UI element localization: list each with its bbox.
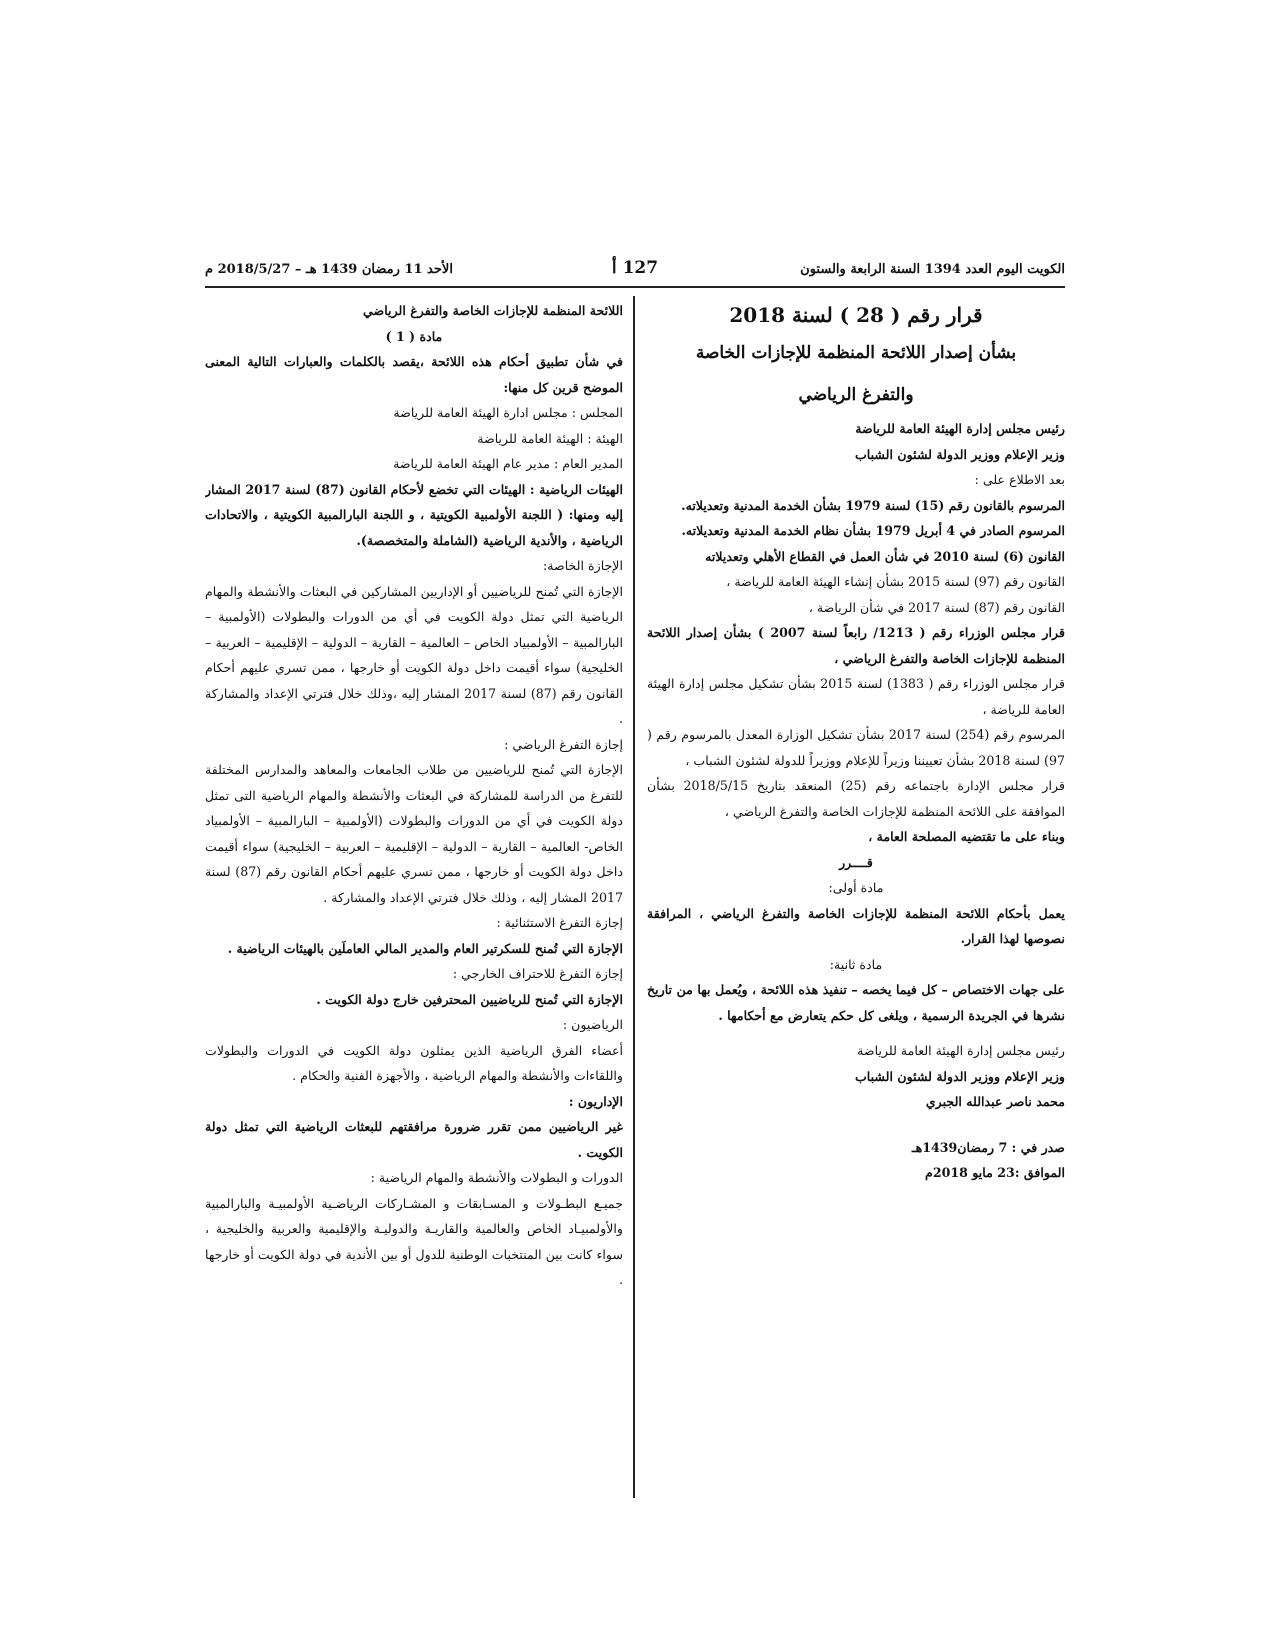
regulation-title: اللائحة المنظمة للإجازات الخاصة والتفرغ الرياضي	[363, 303, 623, 318]
tournaments-text: جميـع البطـولات و المسـابقات و المشـاركات الرياضـية الأولمبيـة والبارالمبية والأولمبيـاد الخاص والعالمية والقاريـة والدوليـة والإقليمية والعربية والخليجية ، سواء كانت بين المنتخبات الوطنية للدول أو بين الأندية في دولة الكويت أو خارجها .	[205, 1195, 623, 1287]
regulation-article-heading: مادة ( 1 )	[385, 328, 443, 344]
pro-leave-heading: إجازة التفرغ للاحتراف الخارجي :	[452, 966, 623, 981]
regulation-intro: في شأن تطبيق أحكام هذه اللائحة ،يقصد بالكلمات والعبارات التالية المعنى الموضح قرين كل منها:	[205, 354, 623, 395]
reference-item: المرسوم بالقانون رقم (15) لسنة 1979 بشأن الخدمة المدنية وتعديلاته.	[681, 497, 1065, 513]
article-2-text: على جهات الاختصاص – كل فيما يخصه – تنفيذ هذه اللائحة ، ويُعمل بها من تاريخ نشرها في الجريدة الرسمية ، ويلغى كل حكم يتعارض مع أحكامها .	[647, 982, 1065, 1023]
athletes-text: أعضاء الفرق الرياضية الذين يمثلون دولة الكويت في الدورات والبطولات واللقاءات والأنشطة والمهام الرياضية ، والأجهزة الفنية والحكام .	[205, 1042, 623, 1083]
sports-leave-text: الإجازة التي تُمنح للرياضيين من طلاب الجامعات والمعاهد والمدارس المختلفة للتفرغ من الدراسة للمشاركة في البعثات والأنشطة والمهام الرياضية التى تمثل دولة الكويت في أي من الدورات والبطولات (الأولمبية – البارالمبية – الأولمبياد الخاص- العالمية – القارية – الدولية – الإقليمية – العربية – الخليجية) سواء أقيمت داخل دولة الكويت أو خارجها ، ممن تسري عليهم أحكام القانون رقم (87) لسنة 2017 المشار إليه ، وذلك خلال فترتي الإعداد والمشاركة .	[205, 762, 623, 905]
reference-item: المرسوم رقم (254) لسنة 2017 بشأن تشكيل الوزارة المعدل بالمرسوم رقم ( 97) لسنة 2018 بشأن تعييننا وزيراً للإعلام ووزيراً للدولة لشئون الشباب ،	[647, 727, 1065, 768]
exceptional-leave-text: الإجازة التي تُمنح للسكرتير العام والمدير المالي العاملَين بالهيئات الرياضية .	[227, 940, 623, 956]
reference-item: القانون رقم (87) لسنة 2017 في شأن الرياضة ،	[808, 599, 1065, 615]
decree-subject-line-1: بشأن إصدار اللائحة المنظمة للإجازات الخاصة	[695, 343, 1017, 363]
exceptional-leave-heading: إجازة التفرغ الاستثنائية :	[496, 915, 623, 930]
admins-heading: الإداريون :	[568, 1093, 623, 1109]
page-number: 127 أ	[611, 258, 659, 278]
definition-item: الهيئة : الهيئة العامة للرياضة	[477, 430, 623, 446]
article-2-heading: مادة ثانية:	[829, 956, 883, 972]
gazette-issue-info: الكويت اليوم العدد 1394 السنة الرابعة والستون	[800, 262, 1065, 277]
admins-text: غير الرياضيين ممن تقرر ضرورة مرافقتهم للبعثات الرياضية التي تمثل دولة الكويت .	[205, 1119, 623, 1160]
issuer-line-1: رئيس مجلس إدارة الهيئة العامة للرياضة	[855, 421, 1065, 436]
tournaments-heading: الدورات و البطولات والأنشطة والمهام الرياضية :	[370, 1170, 623, 1185]
reference-item: القانون (6) لسنة 2010 في شأن العمل في القطاع الأهلي وتعديلاته	[705, 548, 1065, 564]
reference-item: قرار مجلس الوزراء رقم ( 1383) لسنة 2015 بشأن تشكيل مجلس إدارة الهيئة العامة للرياضة ،	[647, 676, 1065, 717]
column-divider	[633, 296, 635, 1498]
decided-heading: قــــرر	[839, 854, 873, 870]
decree-column	[647, 298, 1065, 1498]
decree-title: قرار رقم ( 28 ) لسنة 2018	[729, 303, 983, 327]
corresponding-date: الموافق :23 مايو 2018م	[925, 1165, 1065, 1180]
decree-subject-line-2: والتفرغ الرياضي	[798, 385, 914, 405]
issued-date: صدر في : 7 رمضان1439هـ	[911, 1139, 1065, 1155]
pro-leave-text: الإجازة التي تُمنح للرياضيين المحترفين خارج دولة الكويت .	[316, 991, 623, 1007]
after-review-label: بعد الاطلاع على :	[974, 472, 1065, 487]
sports-leave-heading: إجازة التفرغ الرياضي :	[504, 736, 623, 752]
reference-item: وبناء على ما تقتضيه المصلحة العامة ،	[868, 829, 1065, 844]
definition-item: المدير العام : مدير عام الهيئة العامة للرياضة	[393, 456, 623, 471]
reference-item: قرار مجلس الإدارة باجتماعه رقم (25) المنعقد بتاريخ 2018/5/15 بشأن الموافقة على اللائحة المنظمة للإجازات الخاصة والتفرغ الرياضي ،	[647, 778, 1065, 819]
athletes-heading: الرياضيون :	[562, 1017, 623, 1032]
signature-title-2: وزير الإعلام ووزير الدولة لشئون الشباب	[854, 1068, 1065, 1084]
issuer-line-2: وزير الإعلام ووزير الدولة لشئون الشباب	[854, 446, 1065, 462]
reference-item: القانون رقم (97) لسنة 2015 بشأن إنشاء الهيئة العامة للرياضة ،	[726, 574, 1065, 589]
reference-item: قرار مجلس الوزراء رقم ( 1213/ رابعاً لسنة 2007 ) بشأن إصدار اللائحة المنظمة للإجازات الخاصة والتفرغ الرياضي ،	[647, 625, 1065, 666]
article-1-heading: مادة أولى:	[828, 880, 884, 895]
gazette-date: الأحد 11 رمضان 1439 هـ – 2018/5/27 م	[205, 262, 453, 277]
definition-item: الهيئات الرياضية : الهيئات التي تخضع لأحكام القانون (87) لسنة 2017 المشار إليه ومنها: ( اللجنة الأولمبية الكويتية ، و اللجنة البارالمبية الكويتية ، والاتحادات الرياضية ، والأندية الرياضية (الشاملة والمتخصصة).	[205, 481, 623, 548]
signatory-name: محمد ناصر عبدالله الجبري	[925, 1094, 1065, 1109]
definition-item: المجلس : مجلس ادارة الهيئة العامة للرياضة	[393, 405, 623, 420]
special-leave-heading: الإجازة الخاصة:	[543, 558, 623, 573]
article-1-text: يعمل بأحكام اللائحة المنظمة للإجازات الخاصة والتفرغ الرياضي ، المرافقة نصوصها لهذا القرار.	[647, 905, 1065, 946]
special-leave-text: الإجازة التي تُمنح للرياضيين أو الإداريين المشاركين في البعثات والأنشطة والمهام الرياضية التي تمثل دولة الكويت في أي من الدورات والبطولات (الأولمبية – البارالمبية – الأولمبياد الخاص – العالمية – القارية – الدولية – الإقليمية – العربية – الخليجية) سواء أقيمت داخل دولة الكويت أو خارجها ، ممن تسري عليهم أحكام القانون رقم (87) لسنة 2017 المشار إليه ،وذلك خلال فترتي الإعداد والمشاركة .	[205, 583, 623, 726]
signature-title-1: رئيس مجلس إدارة الهيئة العامة للرياضة	[857, 1043, 1065, 1058]
page-header	[205, 256, 1065, 288]
reference-item: المرسوم الصادر في 4 أبريل 1979 بشأن نظام الخدمة المدنية وتعديلاته.	[681, 523, 1065, 538]
regulation-column	[205, 298, 623, 1498]
